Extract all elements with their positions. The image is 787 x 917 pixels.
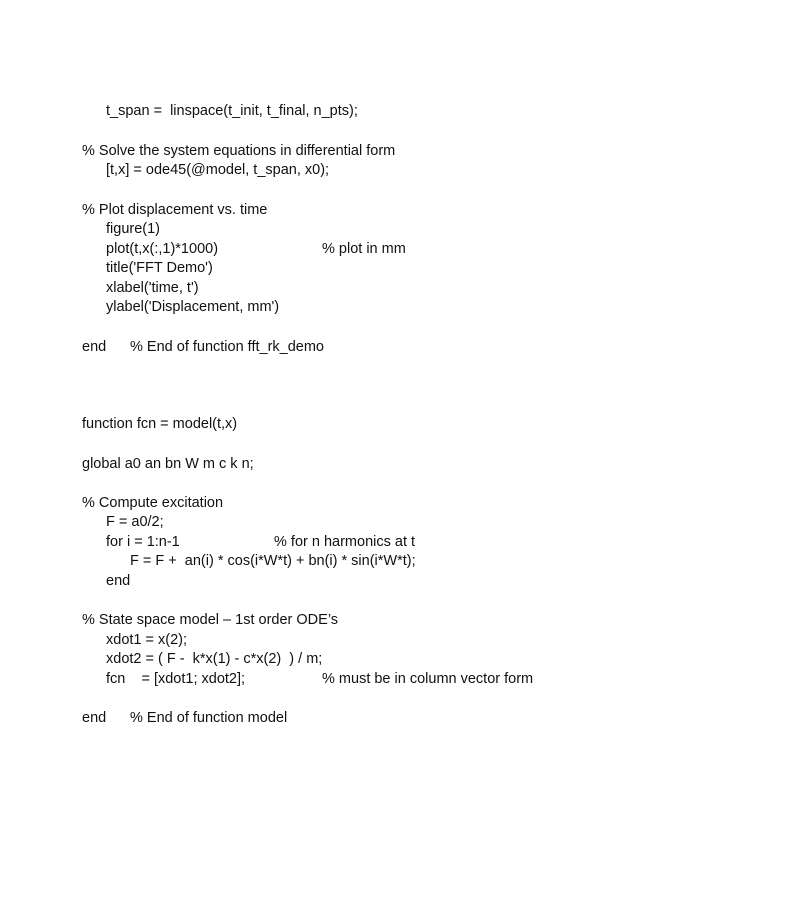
code-line-end-model: end bbox=[82, 710, 107, 726]
code-line-f-update: F = F + an(i) * cos(i*W*t) + bn(i) * sin(i*W*t); bbox=[130, 553, 416, 569]
comment-end-function-model: % End of function model bbox=[130, 710, 288, 726]
code-line-end-for: end bbox=[106, 573, 131, 589]
code-line-end-demo: end bbox=[82, 339, 107, 355]
comment-end-fft-rk-demo: % End of function fft_rk_demo bbox=[130, 339, 324, 355]
code-line-fcn: fcn = [xdot1; xdot2]; bbox=[106, 671, 246, 687]
comment-for-n-harmonics: % for n harmonics at t bbox=[274, 534, 416, 550]
code-line-plot: plot(t,x(:,1)*1000) bbox=[106, 241, 219, 257]
code-line-ode45: [t,x] = ode45(@model, t_span, x0); bbox=[106, 162, 330, 178]
comment-state-space-model: % State space model – 1st order ODE’s bbox=[82, 612, 339, 628]
comment-solve-system: % Solve the system equations in differential form bbox=[82, 143, 396, 159]
comment-column-vector: % must be in column vector form bbox=[322, 671, 534, 687]
comment-plot-in-mm: % plot in mm bbox=[322, 241, 406, 257]
code-line-figure: figure(1) bbox=[106, 221, 160, 237]
code-line-xlabel: xlabel('time, t') bbox=[106, 280, 199, 296]
code-line-ylabel: ylabel('Displacement, mm') bbox=[106, 299, 280, 315]
code-line-title: title('FFT Demo') bbox=[106, 260, 213, 276]
code-line-xdot2: xdot2 = ( F - k*x(1) - c*x(2) ) / m; bbox=[106, 651, 323, 667]
code-line-global: global a0 an bn W m c k n; bbox=[82, 456, 254, 472]
code-line-xdot1: xdot1 = x(2); bbox=[106, 632, 187, 648]
code-line-f-init: F = a0/2; bbox=[106, 514, 164, 530]
code-line-for: for i = 1:n-1 bbox=[106, 534, 180, 550]
comment-plot-displacement: % Plot displacement vs. time bbox=[82, 202, 268, 218]
comment-compute-excitation: % Compute excitation bbox=[82, 495, 224, 511]
code-line-function-model: function fcn = model(t,x) bbox=[82, 416, 238, 432]
code-line-tspan: t_span = linspace(t_init, t_final, n_pts); bbox=[106, 103, 358, 119]
